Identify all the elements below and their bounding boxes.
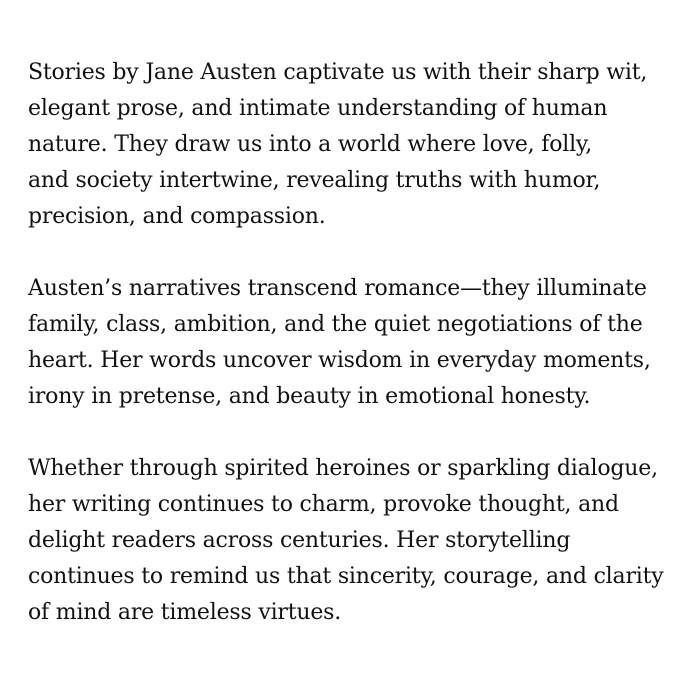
paragraph-line: her writing continues to charm, provoke thought, and bbox=[28, 492, 619, 517]
paragraph-line: Stories by Jane Austen captivate us with their sharp wit, bbox=[28, 60, 648, 85]
paragraph-line: continues to remind us that sincerity, courage, and clarity bbox=[28, 564, 664, 589]
paragraph-2 bbox=[28, 271, 678, 415]
paragraph-1 bbox=[28, 55, 678, 235]
paragraph-line: heart. Her words uncover wisdom in everyday moments, bbox=[28, 348, 651, 373]
paragraph-line: and society intertwine, revealing truths with humor, bbox=[28, 168, 601, 193]
document-body bbox=[28, 55, 678, 631]
paragraph-line: nature. They draw us into a world where love, folly, bbox=[28, 132, 593, 157]
paragraph-line: of mind are timeless virtues. bbox=[28, 600, 342, 625]
paragraph-3 bbox=[28, 451, 678, 631]
paragraph-line: Whether through spirited heroines or sparkling dialogue, bbox=[28, 456, 658, 481]
paragraph-line: irony in pretense, and beauty in emotional honesty. bbox=[28, 384, 591, 409]
paragraph-line: family, class, ambition, and the quiet negotiations of the bbox=[28, 312, 643, 337]
paragraph-line: precision, and compassion. bbox=[28, 204, 326, 229]
paragraph-line: Austen’s narratives transcend romance—they illuminate bbox=[28, 276, 647, 301]
paragraph-line: elegant prose, and intimate understanding of human bbox=[28, 96, 608, 121]
paragraph-line: delight readers across centuries. Her storytelling bbox=[28, 528, 571, 553]
